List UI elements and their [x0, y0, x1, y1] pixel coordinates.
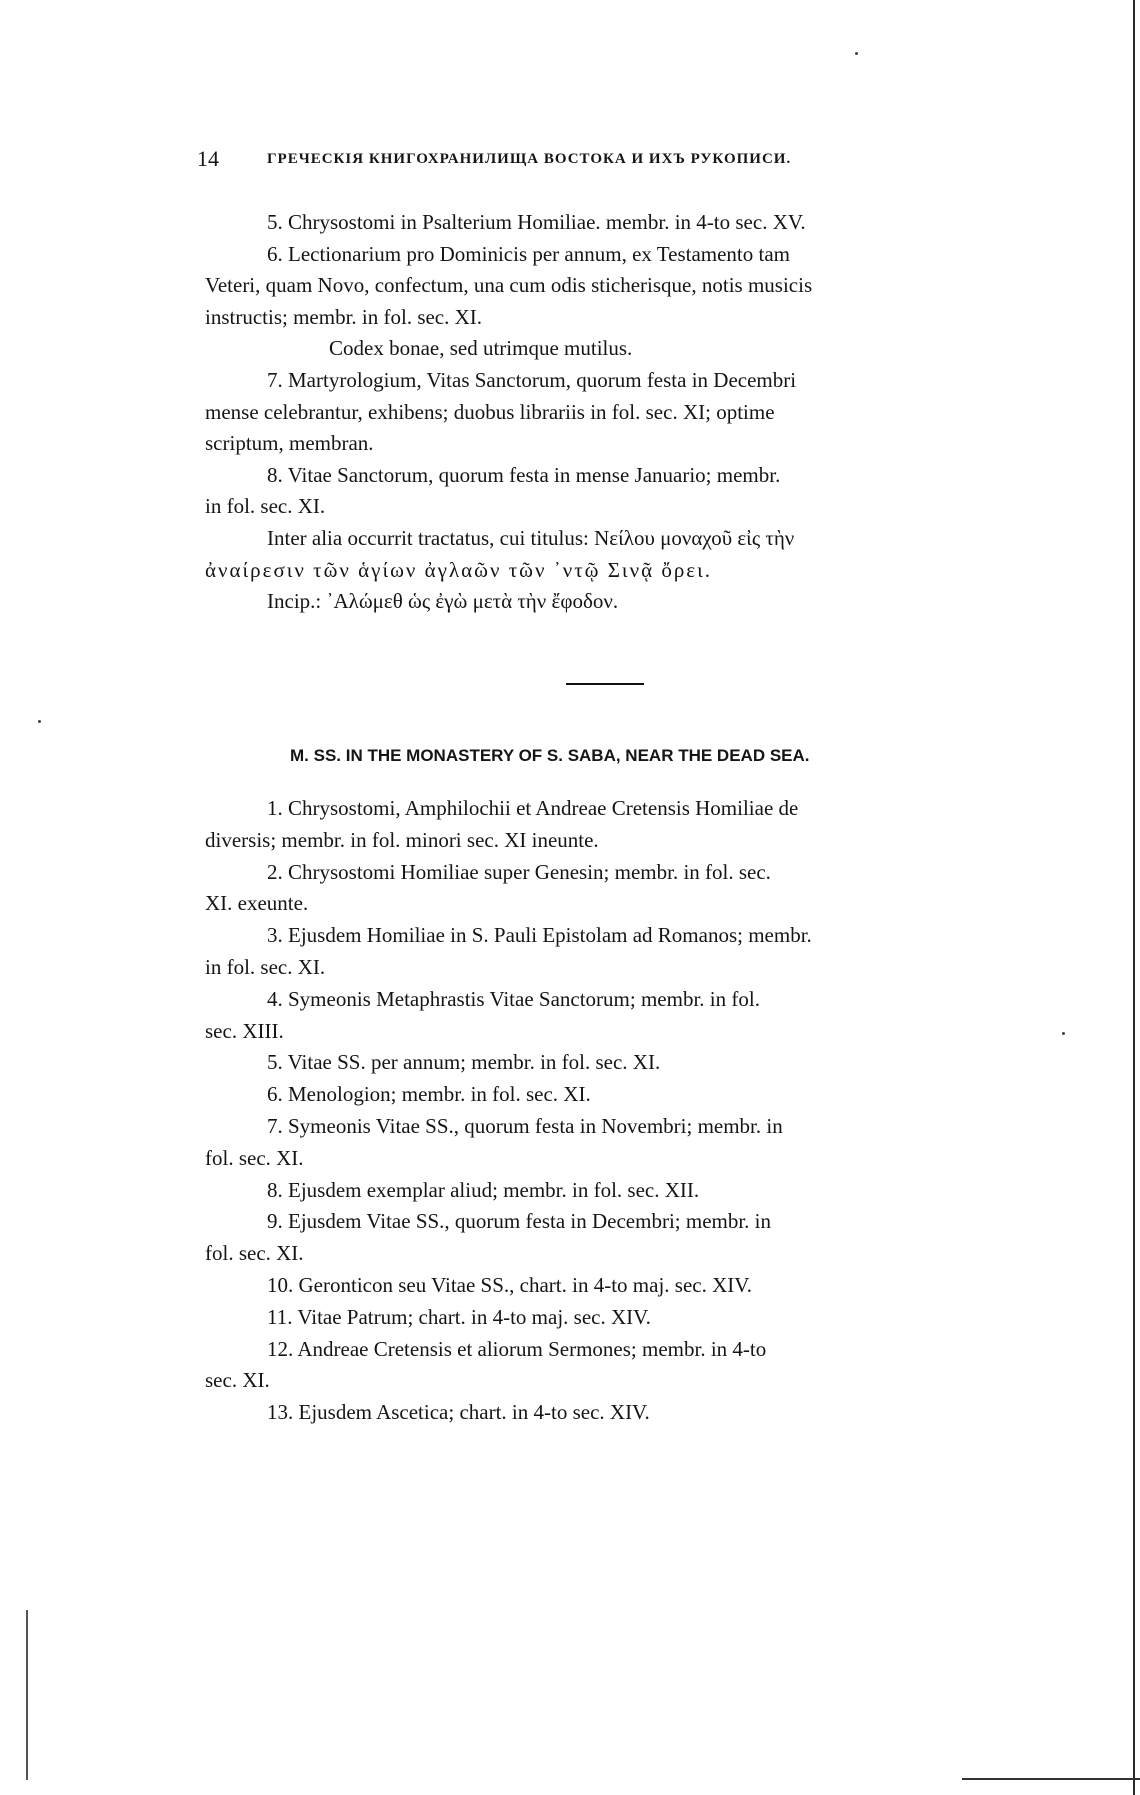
- scan-edge-mark: [26, 1610, 28, 1780]
- entry-line: 6. Menologion; membr. in fol. sec. XI.: [267, 1082, 591, 1107]
- entry-line: 10. Geronticon seu Vitae SS., chart. in 4-to maj. sec. XIV.: [267, 1272, 752, 1297]
- entry-line: fol. sec. XI.: [205, 1145, 304, 1170]
- entry-line: 7. Martyrologium, Vitas Sanctorum, quorum festa in Decembri: [267, 367, 797, 392]
- page-number: 14: [197, 146, 219, 171]
- entry-line: 5. Chrysostomi in Psalterium Homiliae. membr. in 4-to sec. XV.: [267, 210, 806, 234]
- entry-line: 8. Vitae Sanctorum, quorum festa in mense Januario; membr.: [267, 462, 781, 487]
- entry-line: Veteri, quam Novo, confectum, una cum odis sticherisque, notis musicis: [205, 273, 813, 298]
- entry-line: diversis; membr. in fol. minori sec. XI ineunte.: [205, 827, 599, 852]
- entry-line: Codex bonae, sed utrimque mutilus.: [329, 336, 633, 361]
- entry-line: 3. Ejusdem Homiliae in S. Pauli Epistolam ad Romanos; membr.: [267, 923, 812, 948]
- entry-line: 5. Vitae SS. per annum; membr. in fol. sec. XI.: [267, 1050, 661, 1075]
- entry-line: 13. Ejusdem Ascetica; chart. in 4-to sec. XIV.: [267, 1400, 650, 1425]
- entry-line: 1. Chrysostomi, Amphilochii et Andreae Cretensis Homiliae de: [267, 796, 799, 820]
- entry-line: ἀναίρεσιν τῶν ἁγίων ἀγλαῶν τῶν ᾿ντῷ Σινᾷ ὄρει.: [205, 557, 713, 582]
- entry-line: 8. Ejusdem exemplar aliud; membr. in fol. sec. XII.: [267, 1177, 700, 1202]
- section-title: M. SS. IN THE MONASTERY OF S. SABA, NEAR THE DEAD SEA.: [290, 746, 810, 765]
- entry-line: 9. Ejusdem Vitae SS., quorum festa in Decembri; membr. in: [267, 1209, 772, 1234]
- entry-line: 2. Chrysostomi Homiliae super Genesin; membr. in fol. sec.: [267, 859, 771, 884]
- entry-line: fol. sec. XI.: [205, 1241, 304, 1266]
- entry-line: 11. Vitae Patrum; chart. in 4-to maj. sec. XIV.: [267, 1304, 651, 1329]
- entries-bottom: [205, 793, 1013, 1429]
- scan-edge-mark: [962, 1778, 1140, 1780]
- entry-line: 4. Symeonis Metaphrastis Vitae Sanctorum; membr. in fol.: [267, 986, 760, 1011]
- entry-line: Inter alia occurrit tractatus, cui titulus: Νείλου μοναχοῦ εἰς τὴν: [267, 525, 795, 550]
- entry-line: sec. XIII.: [205, 1018, 284, 1043]
- entry-line: mense celebrantur, exhibens; duobus librariis in fol. sec. XI; optime: [205, 399, 775, 424]
- entry-line: XI. exeunte.: [205, 891, 309, 916]
- entry-line: in fol. sec. XI.: [205, 954, 326, 979]
- scan-speck: [38, 720, 41, 723]
- entry-line: Incip.: ᾿Αλώμεθ ὡς ἐγὼ μετὰ τὴν ἔφοδον.: [267, 589, 619, 614]
- scan-speck: [1062, 1032, 1065, 1035]
- entry-line: 7. Symeonis Vitae SS., quorum festa in Novembri; membr. in: [267, 1113, 783, 1138]
- entry-line: in fol. sec. XI.: [205, 494, 326, 519]
- entry-line: instructis; membr. in fol. sec. XI.: [205, 304, 483, 329]
- entries-top: [205, 207, 1013, 618]
- running-title: ГРЕЧЕСКIЯ КНИГОХРАНИЛИЩА ВОСТОКА И ИХЪ РУКОПИСИ.: [267, 151, 792, 167]
- entry-line: sec. XI.: [205, 1368, 270, 1393]
- page-edge-shadow: [1133, 0, 1135, 1795]
- entry-line: 12. Andreae Cretensis et aliorum Sermones; membr. in 4-to: [267, 1336, 767, 1361]
- section-divider: [566, 683, 644, 685]
- entry-line: 6. Lectionarium pro Dominicis per annum, ex Testamento tam: [267, 241, 791, 266]
- entry-line: scriptum, membran.: [205, 431, 374, 456]
- scan-speck: [855, 52, 858, 55]
- page-header: [197, 146, 957, 176]
